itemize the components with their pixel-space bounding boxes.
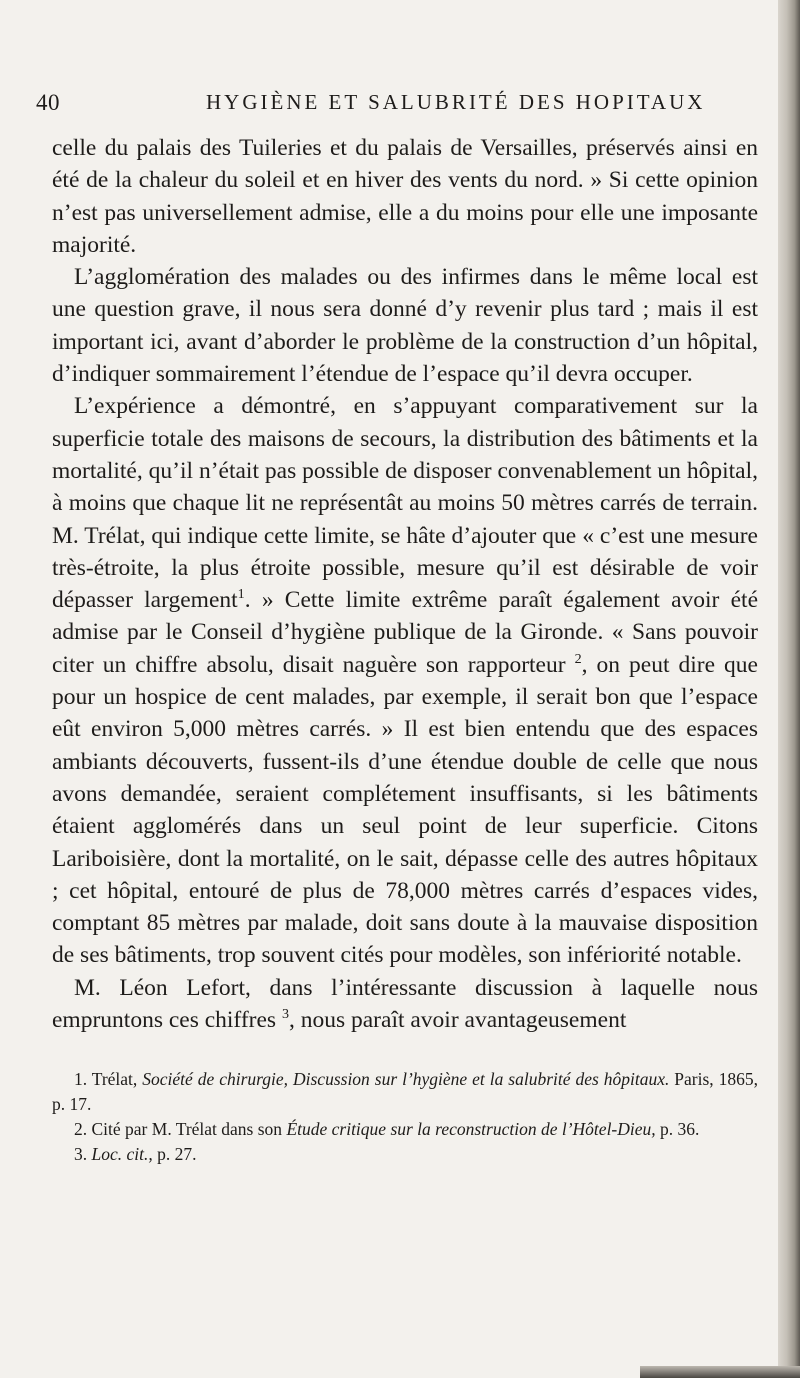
- footnote-1-rest: Paris, 1865, p. 17.: [52, 1069, 758, 1114]
- body-text: [52, 132, 758, 1036]
- footnote-2-num: 2. Cité par M. Trélat dans son: [74, 1119, 283, 1139]
- footnotes: [52, 1067, 758, 1167]
- footnote-3-num: 3.: [74, 1144, 88, 1164]
- footnote-1-title: Société de chirurgie, Discussion sur l’hygiène et la salubrité des hôpitaux.: [142, 1069, 670, 1089]
- paragraph-4-part-b: , nous paraît avoir avantageusement: [288, 1007, 627, 1034]
- footnote-3: [52, 1142, 758, 1167]
- footnote-2: [52, 1117, 758, 1142]
- page-edge-shadow: [778, 0, 800, 1378]
- footnote-ref-2: 2: [574, 650, 582, 667]
- footnote-1-num: 1. Trélat,: [74, 1069, 138, 1089]
- paragraph-3: [52, 390, 758, 971]
- running-title: HYGIÈNE ET SALUBRITÉ DES HOPITAUX: [206, 90, 706, 114]
- footnote-2-rest: p. 36.: [660, 1119, 700, 1139]
- footnote-3-title: Loc. cit.,: [91, 1144, 153, 1164]
- bottom-edge-shadow: [640, 1366, 800, 1378]
- paragraph-1: celle du palais des Tuileries et du palais de Versailles, préservés ainsi en été de la chaleur du soleil et en hiver des vents du nord. » Si cette opinion n’est pas universellement admise, elle a du moins pour elle une imposante majorité.: [52, 135, 758, 258]
- paragraph-2: L’agglomération des malades ou des infirmes dans le même local est une question grave, il nous sera donné d’y revenir plus tard ; mais il est important ici, avant d’aborder le problème de la construction d’un hôpital, d’indiquer sommairement l’étendue de l’espace qu’il devra occuper.: [52, 264, 758, 388]
- footnote-3-rest: p. 27.: [157, 1144, 197, 1164]
- paragraph-3-part-c: , on peut dire que pour un hospice de cent malades, par exemple, il serait bon que l’espace eût environ 5,000 mètres carrés. » Il est bien entendu que des espaces ambiants découverts, fussent-ils d’une étendue double de celle que nous avons demandée, seraient complétement insuffisants, si les bâtiments étaient agglomérés dans un seul point de leur superficie. Citons Lariboisière, dont la mortalité, on le sait, dépasse celle des autres hôpitaux ; cet hôpital, entouré de plus de 78,000 mètres carrés d’espaces vides, comptant 85 mètres par malade, doit sans doute à la mauvaise disposition de ses bâtiments, trop souvent cités pour modèles, son infériorité notable.: [52, 651, 758, 969]
- paragraph-3-part-b: . » Cette limite extrême paraît également avoir été admise par le Conseil d’hygiène publique de la Gironde. « Sans pouvoir citer un chiffre absolu, disait naguère son rapporteur: [52, 587, 758, 678]
- page-header: [36, 90, 756, 124]
- footnote-1: [52, 1067, 758, 1117]
- paragraph-4: [52, 972, 758, 1037]
- footnote-2-title: Étude critique sur la reconstruction de l’Hôtel-Dieu,: [286, 1119, 656, 1139]
- footnote-ref-3: 3: [281, 1006, 289, 1023]
- paragraph-4-part-a: M. Léon Lefort, dans l’intéressante discussion à laquelle nous empruntons ces chiffres: [52, 974, 758, 1034]
- paragraph-3-part-a: L’expérience a démontré, en s’appuyant comparativement sur la superficie totale des maisons de secours, la distribution des bâtiments et la mortalité, qu’il n’était pas possible de disposer convenablement un hôpital, à moins que chaque lit ne représentât au moins 50 mètres carrés de terrain. M. Trélat, qui indique cette limite, se hâte d’ajouter que « c’est une mesure très-étroite, la plus étroite possible, mesure qu’il est désirable de voir dépasser largement: [52, 393, 758, 614]
- footnote-ref-1: 1: [237, 586, 245, 603]
- page-number: 40: [36, 90, 60, 115]
